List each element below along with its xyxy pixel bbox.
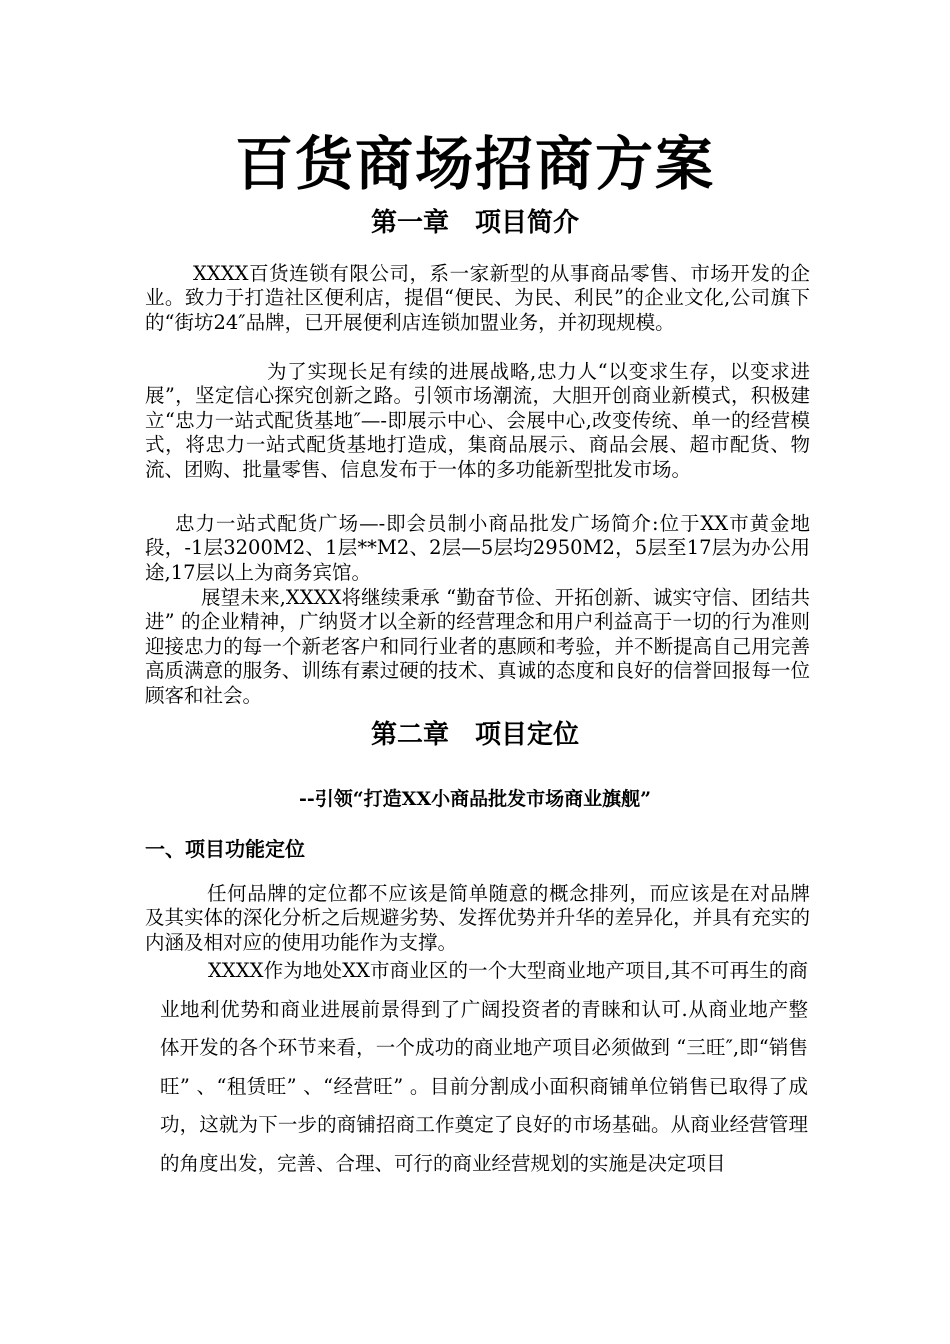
chapter-1-heading: 第一章 项目简介	[370, 208, 579, 238]
document-title: 百货商场招商方案	[234, 130, 715, 198]
section-1-paragraph-2: XXXX作为地处XX市商业区的一个大型商业地产项目,其不可再生的商业地利优势和商业进展前景得到了广阔投资者的青睐和认可.从商业地产整体开发的各个环节来看，一个成功的商业地产项目必须做到 “三旺″,即“销售旺” 、“租赁旺” 、“经营旺” 。目前分割成小面积商铺单位销售已取得了成功，这就为下一步的商铺招商工作奠定了良好的市场基础。从商业经营管理的角度出发，完善、合理、可行的商业经营规划的实施是决定项目	[160, 959, 808, 1175]
chapter-1-paragraph-4: 展望未来,XXXX将继续秉承 “勤奋节俭、开拓创新、诚实守信、团结共进” 的企业精神，广纳贤才以全新的经营理念和用户利益高于一切的行为准则迎接忠力的每一个新老客户和同行业者的惠顾和考验，并不断提高自己用完善高质满意的服务、训练有素过硬的技术、真诚的态度和良好的信誉回报每一位顾客和社会。	[145, 586, 810, 707]
chapter-2-subtitle: --引领“打造XX小商品批发市场商业旗舰”	[298, 788, 652, 810]
section-1-heading: 一、项目功能定位	[145, 837, 305, 861]
chapter-1-paragraph-2: 为了实现长足有续的进展战略,忠力人“以变求生存，以变求进展”，坚定信心探究创新之路。引领市场潮流，大胆开创商业新模式，积极建立“忠力一站式配货基地″—-即展示中心、会展中心,改变传统、单一的经营模式，将忠力一站式配货基地打造成，集商品展示、商品会展、超市配货、物流、团购、批量零售、信息发布于一体的多功能新型批发市场。	[145, 360, 810, 481]
chapter-1-paragraph-1: XXXX百货连锁有限公司，系一家新型的从事商品零售、市场开发的企业。致力于打造社区便利店，提倡“便民、为民、利民”的企业文化,公司旗下的“街坊24″品牌，已开展便利店连锁加盟业务，并初现规模。	[145, 262, 810, 334]
chapter-1-paragraph-3: 忠力一站式配货广场—-即会员制小商品批发广场简介:位于XX市黄金地段，-1层3200M2、1层**M2、2层—5层均2950M2，5层至17层为办公用途,17层以上为商务宾馆。	[145, 512, 810, 584]
section-1-paragraph-1: 任何品牌的定位都不应该是简单随意的概念排列，而应该是在对品牌及其实体的深化分析之后规避劣势、发挥优势并升华的差异化，并具有充实的内涵及相对应的使用功能作为支撑。	[145, 882, 810, 954]
chapter-2-heading: 第二章 项目定位	[370, 720, 579, 750]
